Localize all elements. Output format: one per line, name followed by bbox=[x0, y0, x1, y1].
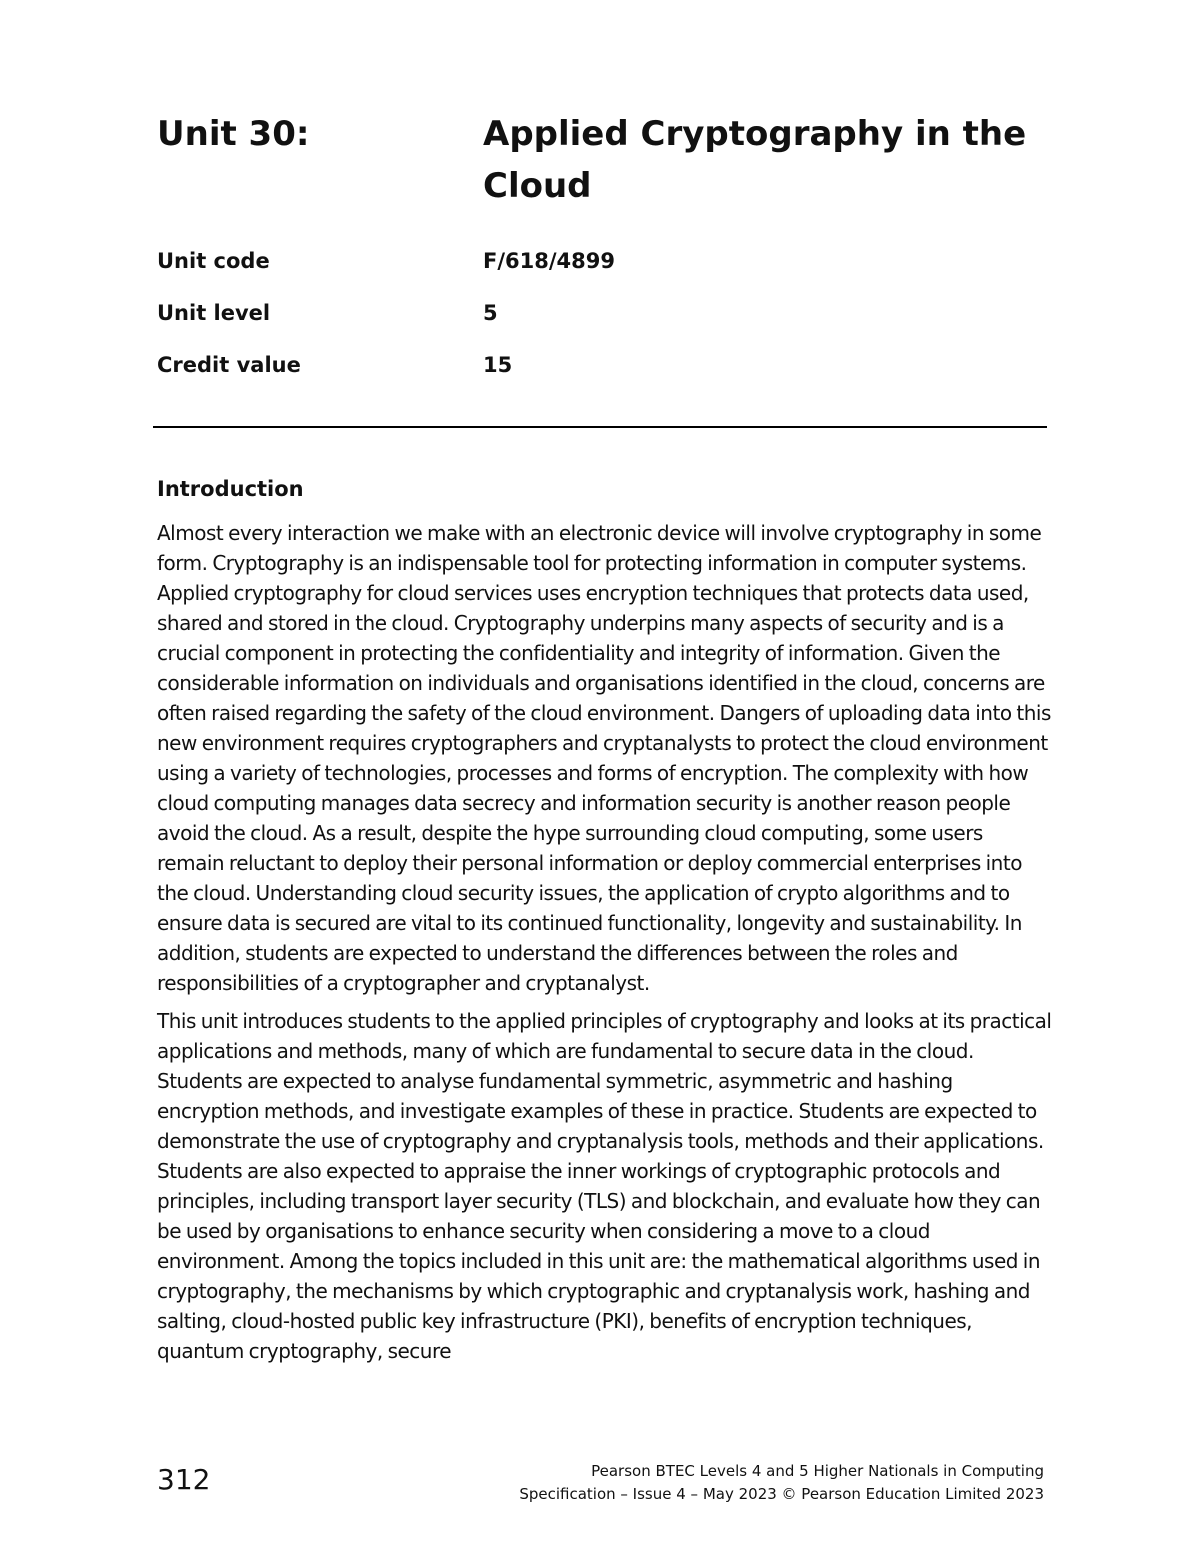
meta-label: Credit value bbox=[157, 353, 301, 377]
meta-row-unit-code bbox=[157, 246, 857, 298]
unit-meta-table bbox=[157, 246, 857, 402]
meta-value: F/618/4899 bbox=[483, 249, 615, 273]
meta-value: 5 bbox=[483, 301, 498, 325]
body-paragraph: This unit introduces students to the applied principles of cryptography and looks at its practical applications and methods, many of which are fundamental to secure data in the cloud. Students are expected to analyse fundamental symmetric, asymmetric and hashing encryption methods, and investigate examples of these in practice. Students are expected to demonstrate the use of cryptography and cryptanalysis tools, methods and their applications. Students are also expected to appraise the inner workings of cryptographic protocols and principles, including transport layer security (TLS) and blockchain, and evaluate how they can be used by organisations to enhance security when considering a move to a cloud environment. Among the topics included in this unit are: the mathematical algorithms used in cryptography, the mechanisms by which cryptographic and cryptanalysis work, hashing and salting, cloud-hosted public key infrastructure (PKI), benefits of encryption techniques, quantum cryptography, secure bbox=[157, 1009, 1052, 1363]
page-footer bbox=[519, 1460, 1044, 1506]
unit-title: Applied Cryptography in the Cloud bbox=[483, 114, 1027, 206]
section-heading: Introduction bbox=[157, 477, 304, 501]
unit-number: Unit 30: bbox=[157, 114, 310, 154]
footer-line: Specification – Issue 4 – May 2023 © Pearson Education Limited 2023 bbox=[519, 1485, 1044, 1503]
meta-label: Unit level bbox=[157, 301, 271, 325]
meta-row-unit-level bbox=[157, 298, 857, 350]
page-number: 312 bbox=[157, 1463, 211, 1496]
body-paragraph: Almost every interaction we make with an electronic device will involve cryptography in some form. Cryptography is an indispensable tool for protecting information in computer systems. Applied cryptography for cloud services uses encryption techniques that protects data used, shared and stored in the cloud. Cryptography underpins many aspects of security and is a crucial component in protecting the confidentiality and integrity of information. Given the considerable information on individuals and organisations identified in the cloud, concerns are often raised regarding the safety of the cloud environment. Dangers of uploading data into this new environment requires cryptographers and cryptanalysts to protect the cloud environment using a variety of technologies, processes and forms of encryption. The complexity with how cloud computing manages data secrecy and information security is another reason people avoid the cloud. As a result, despite the hype surrounding cloud computing, some users remain reluctant to deploy their personal information or deploy commercial enterprises into the cloud. Understanding cloud security issues, the application of crypto algorithms and to ensure data is secured are vital to its continued functionality, longevity and sustainability. In addition, students are expected to understand the differences between the roles and responsibilities of a cryptographer and cryptanalyst. bbox=[157, 521, 1051, 995]
meta-label: Unit code bbox=[157, 249, 270, 273]
meta-row-credit-value bbox=[157, 350, 857, 402]
divider bbox=[153, 426, 1047, 428]
meta-value: 15 bbox=[483, 353, 513, 377]
footer-line: Pearson BTEC Levels 4 and 5 Higher Nationals in Computing bbox=[591, 1462, 1044, 1480]
introduction-section bbox=[157, 474, 1052, 1374]
